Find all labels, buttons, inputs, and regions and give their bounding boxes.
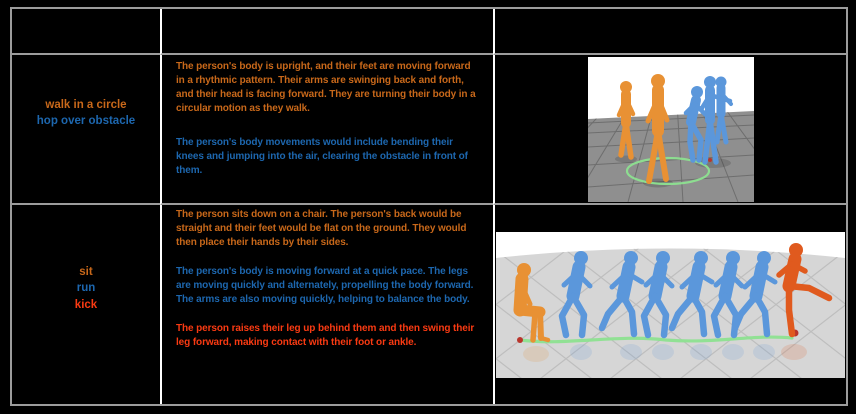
description-run: The person's body is moving forward at a quick pace. The legs are moving quickly and alternately, propelling the body forward. The arms are also moving quickly, helping to balance the body. (176, 266, 474, 305)
description-hop-over-obstacle: The person's body movements would include bending their knees and jumping into the air, clearing the obstacle in front of them. (176, 137, 468, 176)
motion-results-table (10, 7, 848, 406)
header-cell-action-label (12, 9, 160, 55)
header-cell-motion (493, 9, 846, 55)
description-cell-row2 (160, 205, 493, 404)
action-label-hop-over-obstacle: hop over obstacle (36, 115, 136, 127)
action-label-kick: kick (74, 298, 98, 311)
action-label-walk-in-circle: walk in a circle (45, 98, 127, 111)
action-label-run: run (76, 282, 96, 295)
motion-render-cell-row1 (493, 55, 846, 205)
description-sit: The person sits down on a chair. The person's back would be straight and their feet would be flat on the ground. They would then place their hands by their sides. (176, 209, 467, 248)
walk-circle-hop-motion-render (588, 57, 754, 202)
sit-run-kick-motion-render (496, 232, 845, 378)
description-kick: The person raises their leg up behind them and then swing their leg forward, making contact with their foot or ankle. (176, 323, 475, 348)
action-labels-row1 (12, 55, 160, 205)
motion-render-cell-row2 (493, 205, 846, 404)
action-label-sit: sit (79, 265, 93, 278)
action-labels-row2 (12, 205, 160, 404)
description-cell-row1 (160, 55, 493, 205)
description-walk-in-circle: The person's body is upright, and their feet are moving forward in a rhythmic pattern. Their arms are swinging back and forth, and their head is facing forward. They are turning their body in a circular motion as they walk. (176, 61, 476, 114)
header-cell-description (160, 9, 493, 55)
